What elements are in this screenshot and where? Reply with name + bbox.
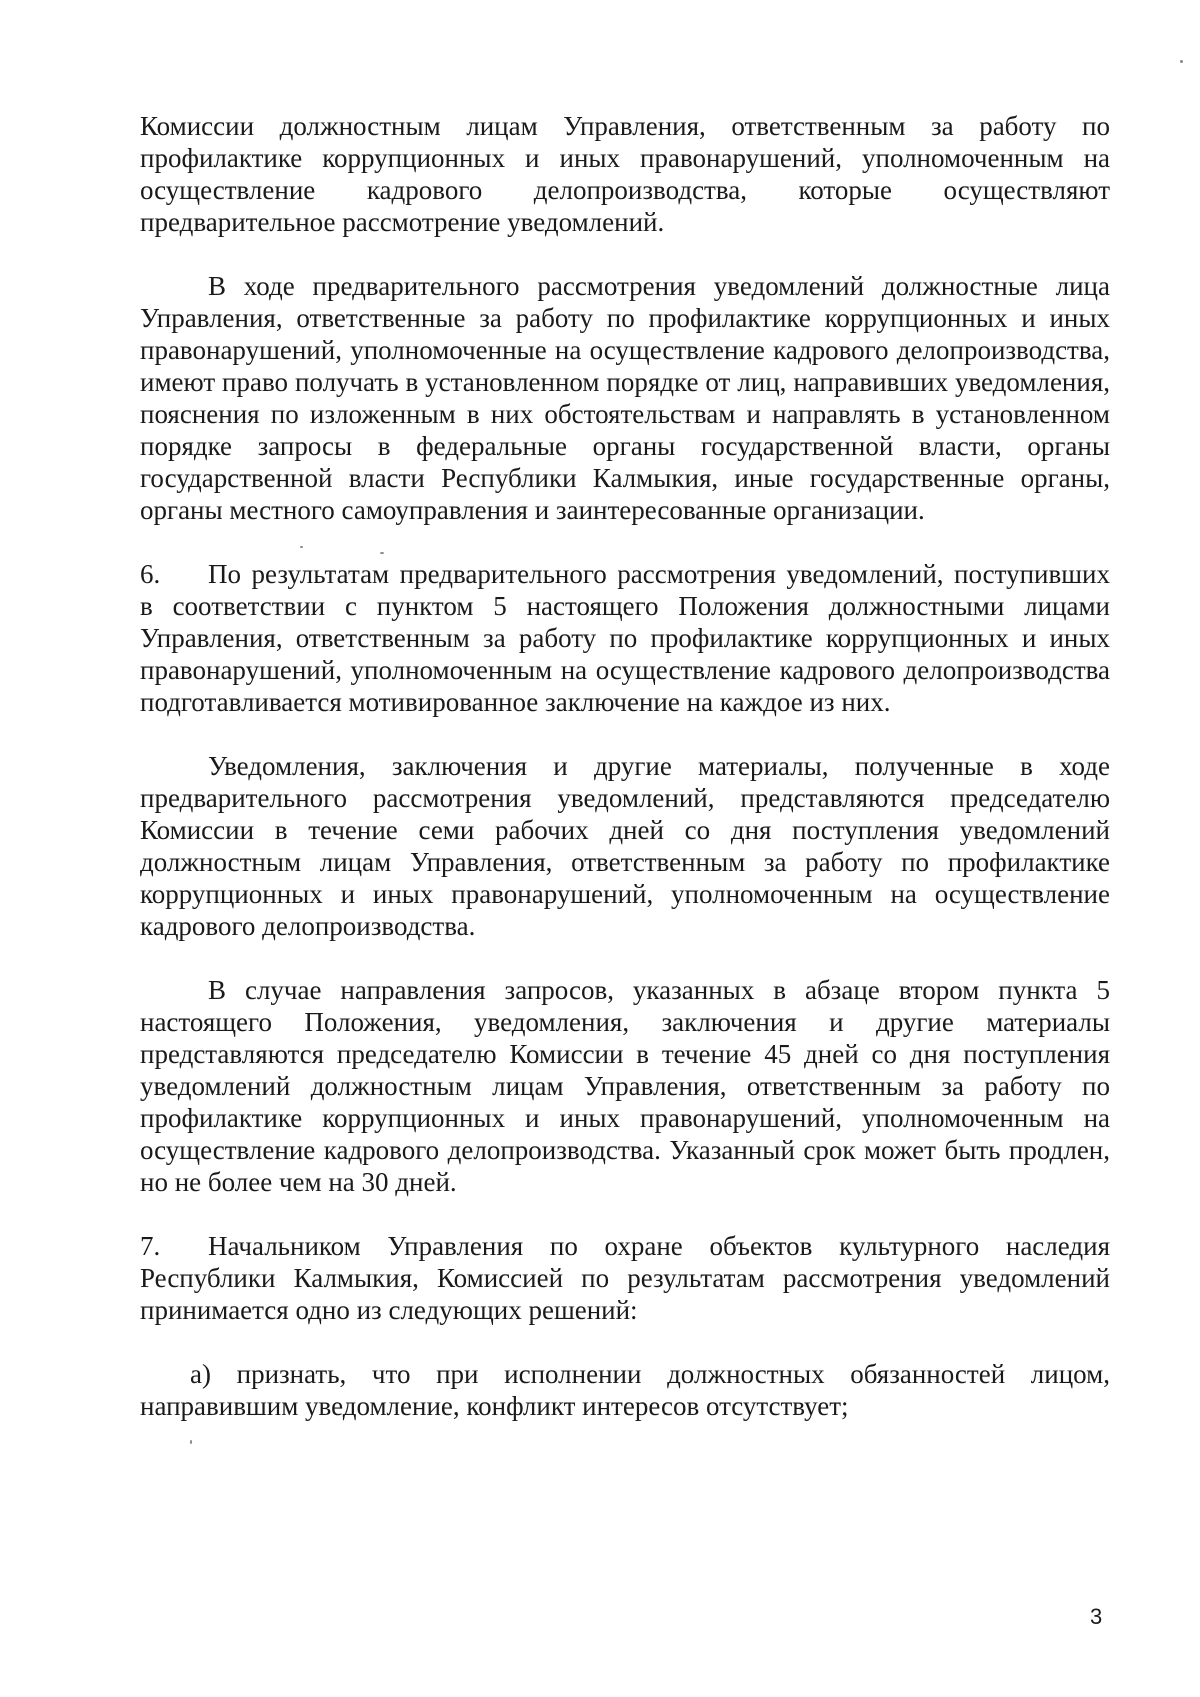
clause-6	[140, 558, 1110, 718]
clause-number: 7.	[140, 1231, 161, 1261]
paragraph-text: Начальником Управления по охране объектов культурного наследия Республики Калмыкия, Комиссией по результатам рассмотрения уведомлений принимается одно из следующих решений:	[140, 1231, 1110, 1325]
scan-speck	[1180, 60, 1183, 63]
document-body	[140, 110, 1110, 1422]
scan-speck	[380, 552, 384, 554]
clause-7	[140, 1230, 1110, 1326]
decision-item-a	[140, 1358, 1110, 1422]
scan-speck	[300, 546, 303, 548]
page-number: 3	[1090, 1604, 1103, 1629]
scan-speck	[190, 1440, 192, 1444]
paragraph-text: По результатам предварительного рассмотрения уведомлений, поступивших в соответствии с пунктом 5 настоящего Положения должностными лицами Управления, ответственным за работу по профилактике коррупционных и иных правонарушений, уполномоченным на осуществление кадрового делопроизводства подготавливается мотивированное заключение на каждое из них.	[140, 559, 1110, 717]
paragraph-submission-seven-days	[140, 750, 1110, 942]
paragraph-text: Уведомления, заключения и другие материалы, полученные в ходе предварительного рассмотрения уведомлений, представляются председателю Комиссии в течение семи рабочих дней со дня поступления уведомлений должностным лицам Управления, ответственным за работу по профилактике коррупционных и иных правонарушений, уполномоченным на осуществление кадрового делопроизводства.	[140, 751, 1110, 941]
clause-number: 6.	[140, 559, 161, 589]
paragraph-text: а) признать, что при исполнении должностных обязанностей лицом, направившим уведомление, конфликт интересов отсутствует;	[140, 1359, 1110, 1421]
paragraph-text: В ходе предварительного рассмотрения уведомлений должностные лица Управления, ответственные за работу по профилактике коррупционных и иных правонарушений, уполномоченные на осуществление кадрового делопроизводства, имеют право получать в установленном порядке от лиц, направивших уведомления, пояснения по изложенным в них обстоятельствам и направлять в установленном порядке запросы в федеральные органы государственной власти, органы государственной власти Республики Калмыкия, иные государственные органы, органы местного самоуправления и заинтересованные организации.	[140, 271, 1110, 525]
paragraph-text: Комиссии должностным лицам Управления, ответственным за работу по профилактике коррупционных и иных правонарушений, уполномоченным на осуществление кадрового делопроизводства, которые осуществляют предварительное рассмотрение уведомлений.	[140, 111, 1110, 237]
paragraph-text: В случае направления запросов, указанных в абзаце втором пункта 5 настоящего Положения, уведомления, заключения и другие материалы представляются председателю Комиссии в течение 45 дней со дня поступления уведомлений должностным лицам Управления, ответственным за работу по профилактике коррупционных и иных правонарушений, уполномоченным на осуществление кадрового делопроизводства. Указанный срок может быть продлен, но не более чем на 30 дней.	[140, 975, 1110, 1197]
paragraph-commission-officials	[140, 110, 1110, 238]
paragraph-submission-45-days	[140, 974, 1110, 1198]
paragraph-preliminary-review-rights	[140, 270, 1110, 526]
